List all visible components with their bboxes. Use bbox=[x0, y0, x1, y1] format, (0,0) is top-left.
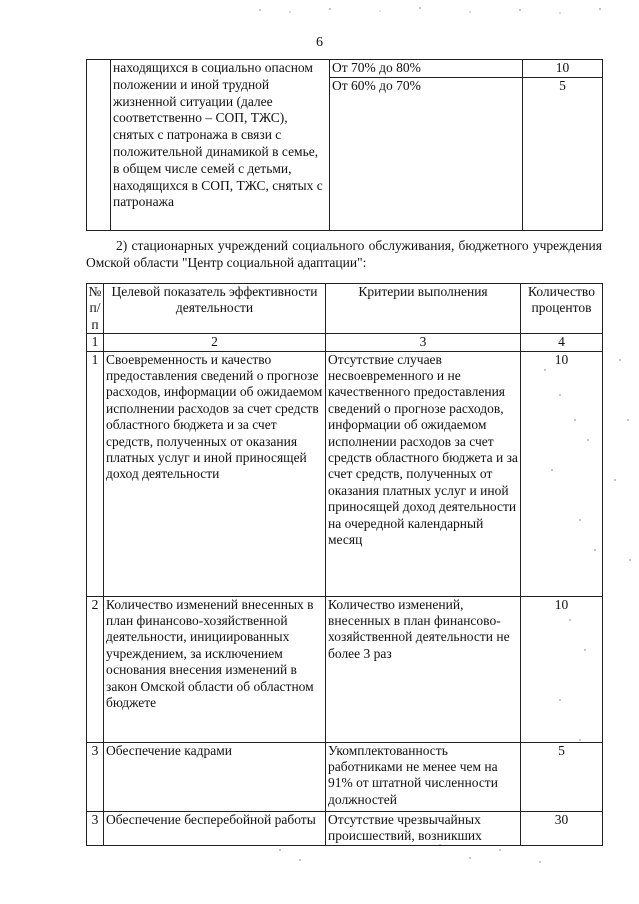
continued-criterion-2: От 60% до 70% bbox=[330, 77, 523, 230]
row-indicator: Обеспечение кадрами bbox=[104, 742, 326, 811]
page-number: 6 bbox=[316, 35, 323, 50]
row-num: 3 bbox=[87, 811, 104, 845]
row-indicator: Своевременность и качество предоставления сведений о прогнозе расходов, информации об ожидаемом исполнении расходов за счет средств областного бюджета и за счет средств, полученных от оказания платных услуг и иной приносящей доход деятельности bbox=[104, 351, 326, 596]
header-criteria: Критерии выполнения bbox=[326, 284, 521, 334]
column-number-3: 3 bbox=[326, 334, 521, 351]
table-row bbox=[87, 742, 603, 811]
column-number-row bbox=[87, 334, 603, 351]
continued-table-num-cell bbox=[87, 60, 111, 231]
header-percent: Количество процентов bbox=[521, 284, 603, 334]
table-row bbox=[87, 351, 603, 596]
row-num: 2 bbox=[87, 596, 104, 742]
header-num: № п/п bbox=[87, 284, 104, 334]
row-percent: 10 bbox=[521, 351, 603, 596]
section-paragraph bbox=[86, 237, 602, 271]
table-row bbox=[87, 596, 603, 742]
continued-percent-2: 5 bbox=[523, 77, 603, 230]
column-number-4: 4 bbox=[521, 334, 603, 351]
continued-table bbox=[86, 59, 603, 231]
continued-criterion-1: От 70% до 80% bbox=[330, 60, 523, 78]
table-row bbox=[87, 811, 603, 845]
row-percent: 10 bbox=[521, 596, 603, 742]
main-table bbox=[86, 283, 603, 846]
continued-indicator-cell: находящихся в социально опасном положении и иной трудной жизненной ситуации (далее соответственно – СОП, ТЖС), снятых с патронажа в связи с положительной динамикой в семье, в общем числе семей с детьми, находящихся в СОП, ТЖС, снятых с патронажа bbox=[111, 60, 330, 231]
continued-percent-1: 10 bbox=[523, 60, 603, 78]
row-percent: 5 bbox=[521, 742, 603, 811]
row-num: 3 bbox=[87, 742, 104, 811]
section-text: 2) стационарных учреждений социального обслуживания, бюджетного учреждения Омской области "Центр социальной адаптации": bbox=[86, 238, 602, 270]
row-criteria: Укомплектованность работниками не менее чем на 91% от штатной численности должностей bbox=[326, 742, 521, 811]
row-num: 1 bbox=[87, 351, 104, 596]
header-indicator: Целевой показатель эффективности деятельности bbox=[104, 284, 326, 334]
row-indicator: Количество изменений внесенных в план финансово-хозяйственной деятельности, инициированных учреждением, за исключением основания внесения изменений в закон Омской области об областном бюджете bbox=[104, 596, 326, 742]
row-indicator: Обеспечение бесперебойной работы bbox=[104, 811, 326, 845]
row-percent: 30 bbox=[521, 811, 603, 845]
header-row bbox=[87, 284, 603, 334]
row-criteria: Количество изменений, внесенных в план финансово-хозяйственной деятельности не более 3 раз bbox=[326, 596, 521, 742]
column-number-2: 2 bbox=[104, 334, 326, 351]
row-criteria: Отсутствие чрезвычайных происшествий, возникших bbox=[326, 811, 521, 845]
row-criteria: Отсутствие случаев несвоевременного и не качественного предоставления сведений о прогнозе расходов, информации об ожидаемом исполнении расходов за счет средств областного бюджета и за счет средств, полученных от оказания платных услуг и иной приносящей доход деятельности на очередной календарный месяц bbox=[326, 351, 521, 596]
column-number-1: 1 bbox=[87, 334, 104, 351]
